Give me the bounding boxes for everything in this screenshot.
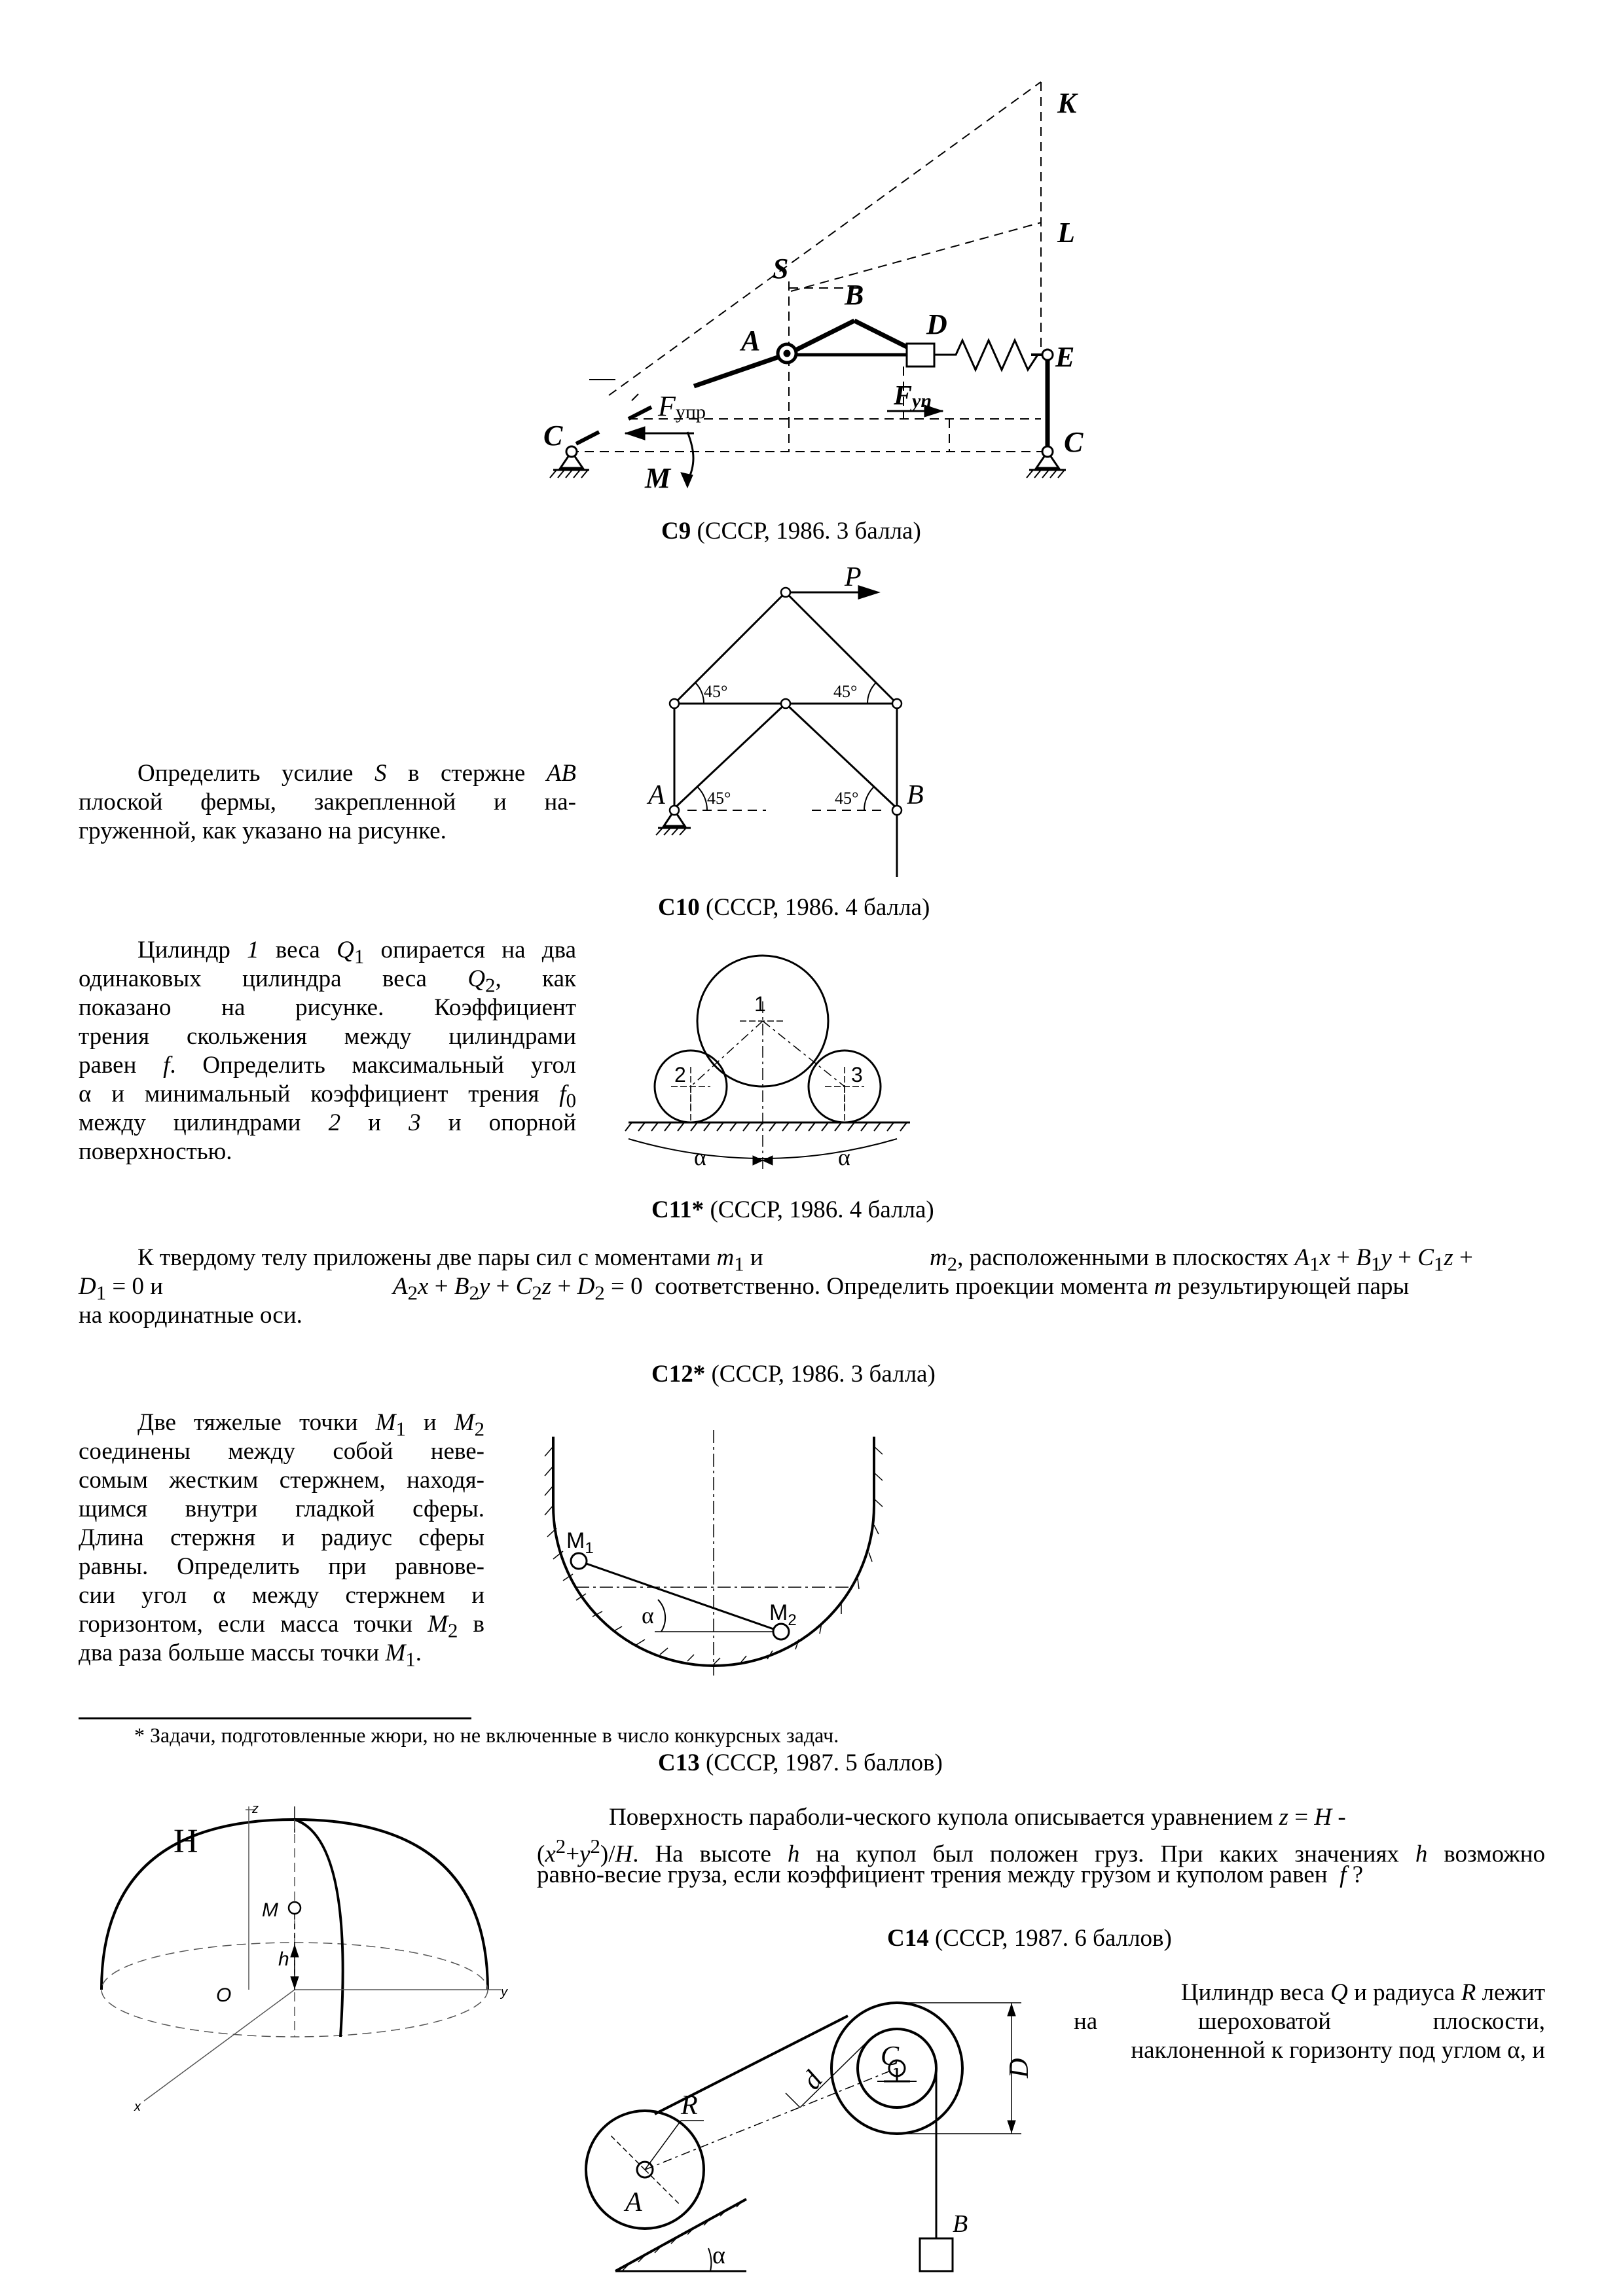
c11-line-5: равен f. Определить максимальный угол xyxy=(79,1052,576,1079)
c9-label-L: L xyxy=(1057,217,1075,249)
c9-fupr-main: F xyxy=(658,390,676,422)
c9-label-C-right: C xyxy=(1064,426,1084,458)
c13-line-1: Поверхность параболи-ческого купола описывается уравнением z = H - xyxy=(609,1804,1346,1831)
c12-line-3: сомым жестким стержнем, находя- xyxy=(79,1467,484,1494)
c12-caption-rest: (СССР, 1986. 3 балла) xyxy=(705,1361,936,1388)
c14-label-d: d xyxy=(796,2066,829,2096)
c12-m1-main: M xyxy=(566,1528,585,1553)
c11-line-8: поверхностью. xyxy=(79,1138,232,1165)
c11-line-4: трения скольжения между цилиндрами xyxy=(79,1023,576,1050)
c11-problem-line-1: К твердому телу приложены две пары сил с моментами $m_1$ и $m_2$, расположенными в плоскостях $A_1x + B_1y + C_1z$ + xyxy=(137,1244,1473,1276)
c14-line-2-c: плоскости, xyxy=(1432,2008,1545,2035)
c13-label-y: y xyxy=(501,1985,507,2000)
c9-label-D: D xyxy=(926,308,947,340)
c14-line-3: наклоненной к горизонту под углом α, и xyxy=(1131,2037,1545,2064)
c13-label-z: z xyxy=(252,1802,259,1816)
c13-label-O: O xyxy=(216,1984,232,2006)
c9-label-S: S xyxy=(773,253,789,285)
c10-label-B: B xyxy=(907,780,924,810)
c9-caption-id: C9 xyxy=(661,518,691,545)
c12-line-9: два раза больше массы точки $M_1$. xyxy=(79,1640,422,1671)
c10-label-A: A xyxy=(648,780,665,810)
c9-label-B: B xyxy=(845,279,864,311)
c9-label-E: E xyxy=(1055,341,1075,373)
c14-label-D: D xyxy=(1004,2058,1034,2078)
c12-line-2: соединены между собой неве- xyxy=(79,1438,484,1465)
c12-m2-main: M xyxy=(769,1600,788,1625)
c10-caption-id: C10 xyxy=(658,894,700,921)
c13-label-H: H xyxy=(173,1823,198,1860)
c9-label-M: M xyxy=(645,462,671,494)
c11-line-6: α и минимальный коэффициент трения $f_0$ xyxy=(79,1081,576,1112)
c13-label-M: M xyxy=(262,1899,278,1921)
c14-caption-id: C14 xyxy=(887,1925,929,1952)
c9-label-A: A xyxy=(741,325,761,357)
c9-fupr-sub: упр xyxy=(675,401,706,423)
c9-fyn-sub: yn xyxy=(912,390,932,412)
c11-line-3: показано на рисунке. Коэффициент xyxy=(79,994,576,1021)
c13-label-x: x xyxy=(134,2100,141,2114)
c9-label-C-left: C xyxy=(543,420,563,452)
footnote: * Задачи, подготовленные жюри, но не включенные в число конкурсных задач. xyxy=(134,1723,839,1747)
c11-line-2: одинаковых цилиндра веса $Q_2$, как xyxy=(79,965,576,997)
c14-line-2-a: на xyxy=(1074,2008,1098,2035)
c9-fyn-main: F xyxy=(894,381,913,411)
c11-line-1: Цилиндр 1 веса $Q_1$ опирается на два xyxy=(137,937,576,968)
c14-label-B: B xyxy=(953,2210,968,2238)
c10-line-2: плоской фермы, закрепленной и на- xyxy=(79,789,576,816)
c14-label-C: C xyxy=(881,2041,900,2072)
c10-line-1: Определить усилие S в стержне AB xyxy=(137,760,576,787)
c10-line-3: груженной, как указано на рисунке. xyxy=(79,817,447,844)
c11-cyl-3: 3 xyxy=(851,1063,863,1086)
c11-caption-rest: (СССР, 1986. 4 балла) xyxy=(704,1196,934,1223)
c10-caption-rest: (СССР, 1986. 4 балла) xyxy=(699,894,930,921)
c12-line-6: равны. Определить при равнове- xyxy=(79,1553,484,1580)
c12-caption-id: C12* xyxy=(651,1361,706,1388)
c10-label-P: P xyxy=(845,562,862,592)
c9-label-K: K xyxy=(1057,87,1077,119)
c10-angle-1: 45° xyxy=(704,682,728,701)
c13-line-3: равно-весие груза, если коэффициент трения между грузом и куполом равен f ? xyxy=(537,1861,1364,1888)
c10-angle-2: 45° xyxy=(833,682,858,701)
c14-label-alpha: α xyxy=(712,2242,725,2269)
c11-line-7: между цилиндрами 2 и 3 и опорной xyxy=(79,1109,577,1136)
c13-caption-rest: (СССР, 1987. 5 баллов) xyxy=(699,1749,943,1776)
c14-label-A: A xyxy=(625,2187,642,2217)
c11-cyl-1: 1 xyxy=(754,992,766,1016)
c10-angle-3: 45° xyxy=(707,789,731,808)
c12-line-1: Две тяжелые точки $M_1$ и $M_2$ xyxy=(137,1409,484,1441)
c12-line-7: сии угол α между стержнем и xyxy=(79,1582,484,1609)
c11-alpha-left: α xyxy=(694,1144,706,1170)
c12-m1-sub: 1 xyxy=(585,1539,594,1557)
c12-line-5: Длина стержня и радиус сферы xyxy=(79,1524,484,1551)
c14-line-1: Цилиндр веса Q и радиуса R лежит xyxy=(1180,1979,1545,2006)
c12-line-8: горизонтом, если масса точки $M_2$ в xyxy=(79,1611,484,1642)
c13-caption-id: C13 xyxy=(658,1749,700,1776)
c10-angle-4: 45° xyxy=(835,789,859,808)
c13-label-h: h xyxy=(278,1948,289,1970)
c11-problem-line-2: $D_1 = 0$ и $A_2x + B_2y + C_2z + D_2 = 0$ соответственно. Определить проекции момента m результирующей пары xyxy=(79,1273,1410,1304)
c12-m2-sub: 2 xyxy=(788,1611,797,1629)
c14-line-2-b: шероховатой xyxy=(1198,2008,1332,2035)
c14-label-R: R xyxy=(681,2090,698,2121)
c11-cyl-2: 2 xyxy=(674,1063,686,1086)
c11-alpha-right: α xyxy=(838,1144,850,1170)
c9-caption-rest: (СССР, 1986. 3 балла) xyxy=(691,518,921,545)
c11-problem-line-3: на координатные оси. xyxy=(79,1302,302,1329)
c14-caption-rest: (СССР, 1987. 6 баллов) xyxy=(928,1925,1172,1952)
c12-line-4: щимся внутри гладкой сферы. xyxy=(79,1496,484,1522)
c13-line-2: $(x^2+y^2)/H$. На высоте h на купол был положен груз. При каких значениях h возможно xyxy=(537,1835,1545,1868)
c11-caption-id: C11* xyxy=(651,1196,704,1223)
c12-label-alpha: α xyxy=(642,1602,654,1628)
